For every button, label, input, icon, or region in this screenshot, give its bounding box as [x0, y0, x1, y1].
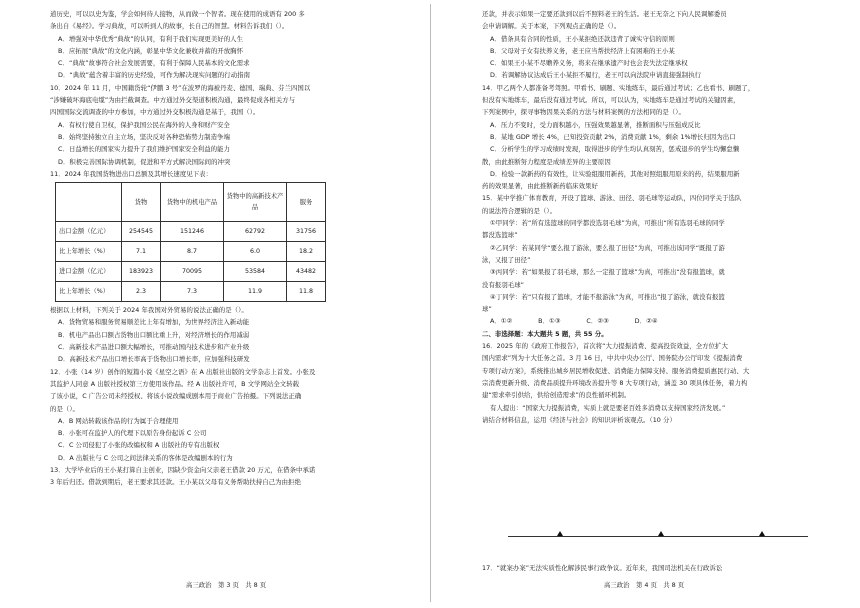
- answer-option: C．日益增长的国家实力提升了我们维护国家安全利益的能力: [58, 145, 230, 154]
- answer-option: C．如果王小某不尽赡养义务，将来在继承遗产时也会丧失法定继承权: [490, 59, 688, 68]
- answer-area-line: [508, 536, 808, 537]
- table-cell: 254545: [122, 222, 161, 242]
- table-header: 货物: [122, 183, 161, 222]
- right-page-text: [482, 8, 860, 426]
- text-line: 泳，又报了田径”: [482, 255, 531, 264]
- triangle-marker: [557, 531, 563, 536]
- footer-page-3: 高三政治 第 3 页 共 8 页: [186, 581, 267, 589]
- table-cell: 2.3: [122, 282, 161, 302]
- answer-option: B．小张可在监护人的代理下以原告身份起诉 C 公司: [58, 429, 207, 438]
- answer-option: B．机电产品出口额占货物出口额比重上升，对经济增长的作用减弱: [58, 330, 250, 339]
- text-line: 还款，并表示如果一定要还款到以后不照料老王的生活。老王无奈之下向人民调解委员: [482, 10, 727, 18]
- text-line: 有人提出：“国家大力提振消费，实质上就是要老百姓多消费以支持国家经济发展。”: [490, 403, 726, 412]
- text-line: 球”: [482, 305, 492, 314]
- answer-option: A．①② B．①③ C．②③ D．②④: [490, 317, 658, 326]
- table-header: 货物中的高新技术产品: [224, 183, 287, 222]
- question-stem-line: 11．2024 年我国货物进出口总额及其增长速度见下表：: [50, 169, 213, 178]
- table-cell: 18.2: [287, 242, 326, 262]
- text-line: 国内需求”列为十大任务之首。3 月 16 日，中共中央办公厅、国务院办公厅印发《提振消费: [482, 354, 743, 363]
- answer-option: C．“典故”故事符合社会发展需要，有利于保障人民基本的文化需求: [58, 59, 250, 68]
- answer-option: D．高新技术产品出口增长率高于货物出口增长率，应加强科技研发: [58, 355, 250, 364]
- answer-option: B．父母对子女有扶养义务，老王应当帮扶经济上有困难的王小某: [490, 46, 675, 55]
- answer-option: C．高新技术产品进口额大幅增长，可推动国内技术进步和产业升级: [58, 343, 250, 352]
- left-page-text-top: [50, 8, 436, 180]
- table-cell: 70095: [161, 262, 224, 282]
- text-line: 根据以上材料，下列关于 2024 年我国对外贸易的说法正确的是（）。: [50, 306, 248, 315]
- text-line: ①甲同学：若“所有选篮球的同学都没选羽毛球”为真，可推出“所有选羽毛球的同学: [490, 219, 725, 228]
- question-17-line: 17．“就案办案”无法实质性化解涉民事行政争议。近年来，我国司法机关在行政诉讼: [482, 564, 723, 572]
- answer-option: D．“典故”蕴含着丰富的历史经验，可作为解决现实问题的行动指南: [58, 71, 251, 80]
- answer-option: A．B 网站转载该作品的行为属于合理使用: [58, 416, 179, 425]
- text-line: 其监护人同意 A 出版社授权第三方使用该作品。经 A 出版社许可，B 文学网站全文转载: [50, 379, 300, 388]
- text-line: 但没有实地练车，最后没有通过考试。所以，可以认为，实地练车是通过考试的关键因素，: [482, 96, 740, 105]
- answer-option: D．A 出版社与 C 公司之间法律关系的客体是改编剧本的行为: [58, 453, 233, 462]
- table-row: [56, 242, 326, 262]
- trade-table: [55, 182, 326, 302]
- answer-option: A．增强对中华优秀“典故”的认同，有利于我们实现更美好的人生: [58, 34, 244, 43]
- text-line: 的说法符合逻辑的是（）。: [482, 206, 557, 215]
- triangle-marker: [658, 531, 664, 536]
- text-line: ④丁同学：若“只有报了篮球，才能不报游泳”为真，可推出“报了游泳，就没有报篮: [490, 292, 725, 301]
- text-line: 的是（）。: [50, 404, 80, 413]
- answer-option: C．分析学生的学习成绩时发现，取得进步的学生均认真刻苦，惩戒退步的学生均懈怠懒: [490, 145, 740, 154]
- answer-option: A．借条具有合同的性质，王小某拒绝还款违背了诚实守信的原则: [490, 34, 675, 43]
- text-line: 3 年后归还。借款到期后，老王要求其还款。王小某以父母有义务帮助扶持自己为由拒绝: [50, 478, 301, 487]
- answer-option: D．积极完善国际协调机制，促进和平方式解决国际间的冲突: [58, 157, 231, 166]
- table-header: 货物中的机电产品: [161, 183, 224, 222]
- question-stem-line: 13．大学毕业后的王小某打算自主创业，因缺少资金向父亲老王借款 20 万元，在借条中承诺: [50, 466, 316, 475]
- table-cell: 183923: [122, 262, 161, 282]
- table-row: [56, 262, 326, 282]
- right-page: [482, 8, 860, 426]
- question-stem-line: 16．2025 年的《政府工作报告》，首次将“大力提振消费、提高投资效益，全方位扩大: [482, 342, 728, 351]
- text-line: 宗消费更新升级、消费品质提升环境改善提升等 8 大专项行动，涵盖 30 项具体任务，着力构: [482, 378, 748, 387]
- table-row: [56, 222, 326, 242]
- text-line: 散，由此推断努力程度是成绩差异的主要原因: [482, 157, 611, 166]
- table-corner: [56, 183, 122, 222]
- left-page-text-bottom: [50, 304, 436, 488]
- text-line: 都没选篮球”: [482, 231, 518, 240]
- section-heading: 二、非选择题：本大题共 5 题，共 55 分。: [482, 329, 608, 338]
- question-stem-line: 14．甲乙两个人都准备考驾照。甲看书、刷题、实地练车，最后通过考试；乙也看书、刷题了，: [482, 83, 755, 92]
- answer-option: B．某地 GDP 增长 4%，已知投资贡献 2%，消费贡献 1%，剩余 1%增长归因为出口: [490, 132, 736, 141]
- text-line: 道历史，可以以史为鉴，学会如何待人接物，从而做一个智者。现在使用的成语有 200 多: [50, 10, 305, 18]
- text-line: 下列案例中，探寻事物因果关系的方法与材料案例的方法相同的是（）。: [482, 108, 685, 117]
- text-line: 请结合材料信息，运用《经济与社会》的知识评析该观点。（10 分）: [482, 415, 676, 424]
- row-label: 出口金额（亿元）: [56, 222, 122, 242]
- text-line: 四国国际交流调查的中方参加，中方通过外交积极沟通是基于，我国（）。: [50, 108, 260, 117]
- row-label: 比上年增长（%）: [56, 242, 122, 262]
- text-line: 会申请调解。关于本案，下列观点正确的是（）。: [482, 22, 621, 31]
- table-cell: 43482: [287, 262, 326, 282]
- text-line: ②乙同学：若某同学“要么报了游泳，要么报了田径”为真，可推出该同学“既报了游: [490, 243, 725, 252]
- answer-option: D．检验一款新药的有效性，让实验组服用新药，其他对照组服用原来的药，结果服用新: [490, 169, 740, 178]
- table-cell: 53584: [224, 262, 287, 282]
- table-cell: 8.7: [161, 242, 224, 262]
- answer-option: A．压力不变时，受力面积越小，压强效果越显著，推断面积与压强成反比: [490, 120, 701, 129]
- table-header: 服务: [287, 183, 326, 222]
- answer-option: B．应拓展“典故”的文化内涵，彰显中华文化兼收并蓄的开放胸怀: [58, 46, 244, 55]
- question-stem-line: 15．某中学推广体育教育，开设了篮球、游泳、田径、羽毛球等运动队，四位同学关于选队: [482, 194, 742, 203]
- question-stem-line: 12．小张（14 岁）创作的短篇小说《星空之语》在 A 出版社出版的文学杂志上首发。小张及: [50, 367, 316, 376]
- left-page: [50, 8, 436, 489]
- row-label: 比上年增长（%）: [56, 282, 122, 302]
- table-cell: 7.1: [122, 242, 161, 262]
- text-line: 建“需求牵引供给，供给创造需求”的良性循环机制。: [482, 391, 631, 400]
- footer-page-4: 高三政治 第 4 页 共 8 页: [604, 581, 685, 589]
- table-cell: 11.9: [224, 282, 287, 302]
- text-line: 药的效果显著，由此推断新药临床效果好: [482, 182, 598, 191]
- table-cell: 6.0: [224, 242, 287, 262]
- table-row: [56, 282, 326, 302]
- text-line: 没有报羽毛球”: [482, 280, 525, 289]
- table-cell: 151246: [161, 222, 224, 242]
- table-cell: 11.8: [287, 282, 326, 302]
- text-line: 专项行动方案》，系统推出城乡居民增收促进、消费能力保障支持、服务消费提质惠民行动、大: [482, 366, 750, 375]
- text-line: 条出自《易经》。学习典故，可以听到人的故事，长自己的智慧。材料告诉我们（）。: [50, 22, 289, 31]
- text-line: “涉嫌破坏海底电缆”为由拦截调查。中方通过外交渠道积极沟通，最终促成各相关方与: [50, 96, 296, 105]
- text-line: ③丙同学：若“如果报了羽毛球，那么一定报了篮球”为真，可推出“没有报篮球，就: [490, 268, 725, 277]
- answer-option: B．始终坚持独立自主立场，坚决反对各种恐怖势力制造争端: [58, 132, 230, 141]
- table-cell: 62792: [224, 222, 287, 242]
- question-stem-line: 10．2024 年 11 月，中国籍货轮“伊鹏 3 号”在波罗的海被丹麦、德国、瑞典、芬兰四国以: [50, 83, 311, 92]
- answer-option: A．有权行使自卫权，保护我国公民在海外的人身和财产安全: [58, 120, 230, 129]
- answer-option: D．若调解协议达成后王小某拒不履行，老王可以向法院申请直接强制执行: [490, 71, 702, 80]
- table-cell: 31756: [287, 222, 326, 242]
- answer-option: A．货物贸易和服务贸易顺差比上年有增加，为世界经济注入新动能: [58, 318, 250, 327]
- text-line: 了该小说，C 广告公司未经授权、将该小说改编成剧本用于商业广告拍摄。下列说法正确: [50, 392, 302, 401]
- table-cell: 7.3: [161, 282, 224, 302]
- answer-option: C．C 公司侵犯了小张的改编权和 A 出版社的专有出版权: [58, 441, 220, 450]
- row-label: 进口金额（亿元）: [56, 262, 122, 282]
- triangle-marker: [759, 531, 765, 536]
